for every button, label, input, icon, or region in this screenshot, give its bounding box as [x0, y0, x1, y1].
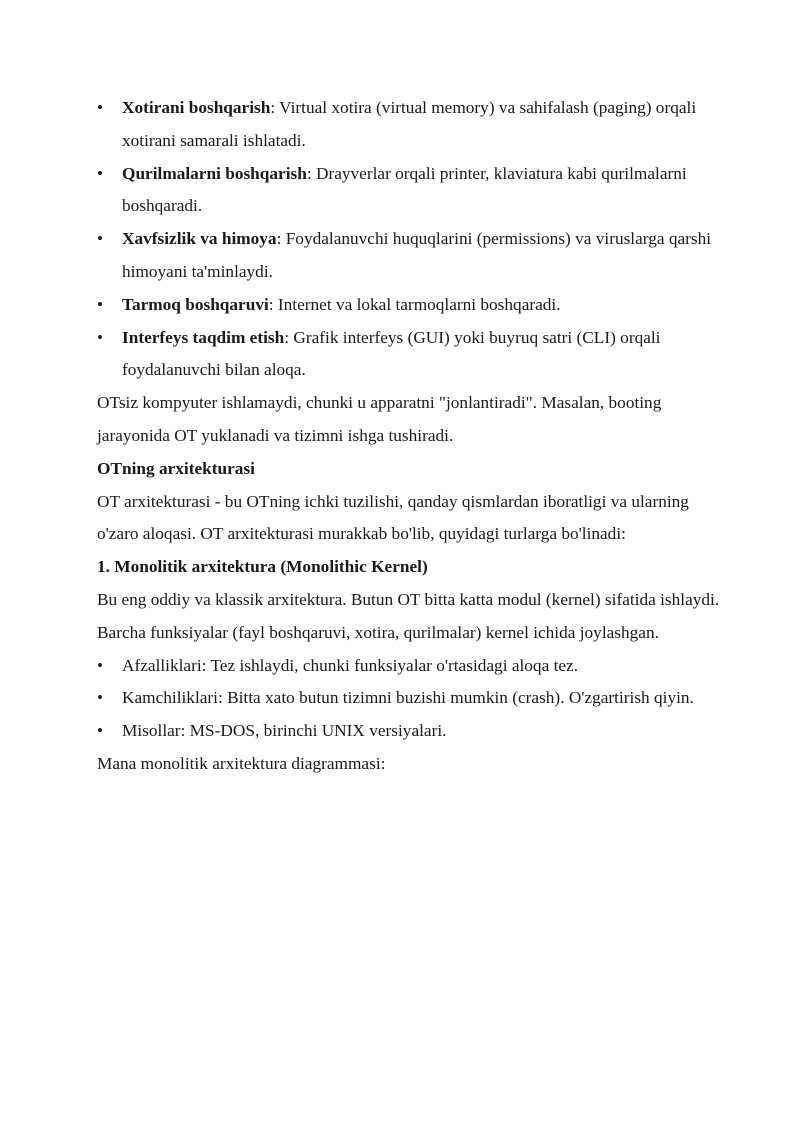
list-item — [97, 322, 722, 388]
list-item-term: Xavfsizlik va himoya — [122, 229, 277, 249]
section-heading-architecture: OTning arxitekturasi — [97, 458, 255, 478]
list-item: • Kamchiliklari: Bitta xato butun tizimni buzishi mumkin (crash). O'zgartirish qiyin. — [97, 682, 722, 715]
paragraph-diagram-intro: Mana monolitik arxitektura diagrammasi: — [97, 753, 386, 773]
list-item-term: Interfeys taqdim etish — [122, 327, 285, 347]
list-item-term: Xotirani boshqarish — [122, 98, 271, 117]
list-item-desc: : Drayverlar orqali printer, klaviatura kabi qurilmalarni boshqaradi. — [122, 163, 687, 216]
paragraph-architecture-intro: OT arxitekturasi - bu OTning ichki tuzilishi, qanday qismlardan iboratligi va ularning o'zaro aloqasi. OT arxitekturasi murakkab bo'lib, quyidagi turlarga bo'linadi: — [97, 491, 689, 544]
list-item-desc: : Virtual xotira (virtual memory) va sahifalash (paging) orqali xotirani samarali ishlatadi. — [122, 98, 697, 150]
monolithic-properties-list — [97, 650, 722, 748]
list-item — [97, 158, 722, 224]
paragraph-monolithic-description: Bu eng oddiy va klassik arxitektura. Butun OT bitta katta modul (kernel) sifatida ishlaydi. Barcha funksiyalar (fayl boshqaruvi, xotira, qurilmalar) kernel ichida joylashgan. — [97, 589, 720, 642]
list-item — [97, 92, 722, 158]
list-item-desc: : Foydalanuvchi huquqlarini (permissions) va viruslarga qarshi himoyani ta'minlaydi. — [122, 229, 712, 281]
os-functions-list — [97, 92, 722, 387]
paragraph-os-importance: OTsiz kompyuter ishlamaydi, chunki u apparatni "jonlantiradi". Masalan, booting jarayonida OT yuklanadi va tizimni ishga tushiradi. — [97, 393, 662, 445]
section-heading-monolithic: 1. Monolitik arxitektura (Monolithic Kernel) — [97, 557, 428, 577]
list-item — [97, 223, 722, 289]
list-item: • Afzalliklari: Tez ishlaydi, chunki funksiyalar o'rtasidagi aloqa tez. — [97, 650, 722, 683]
list-item-desc: : Internet va lokal tarmoqlarni boshqaradi. — [268, 294, 561, 314]
list-item-desc: : Grafik interfeys (GUI) yoki buyruq satri (CLI) orqali foydalanuvchi bilan aloqa. — [122, 327, 661, 380]
list-item — [97, 289, 722, 322]
list-item-term: Qurilmalarni boshqarish — [122, 163, 307, 183]
list-item-term: Tarmoq boshqaruvi — [122, 294, 269, 314]
list-item: • Misollar: MS-DOS, birinchi UNIX versiyalari. — [97, 715, 722, 748]
document-content — [97, 92, 722, 781]
